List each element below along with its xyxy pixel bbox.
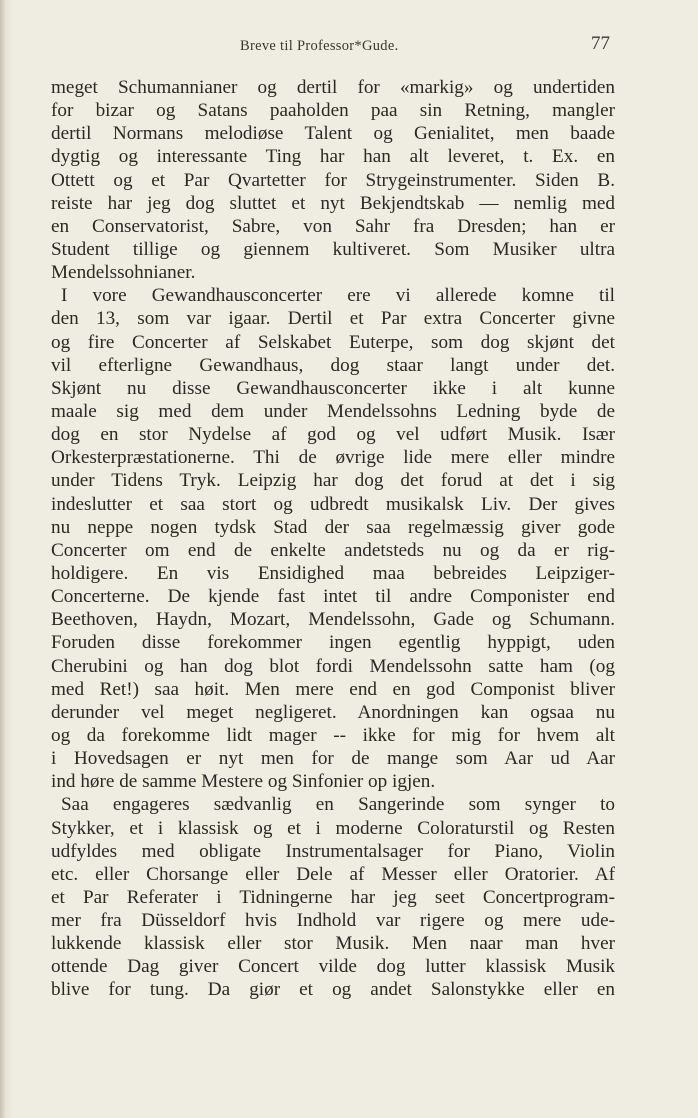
text-line: nu neppe nogen tydsk Stad der saa regelmæssig giver gode	[51, 516, 615, 538]
text-line: med Ret!) saa høit. Men mere end en god Componist bliver	[51, 678, 615, 700]
text-line: Ottett og et Par Qvartetter for Strygeinstrumenter. Siden B.	[51, 169, 615, 191]
text-line: for bizar og Satans paaholden paa sin Retning, mangler	[51, 100, 615, 122]
text-line: blive for tung. Da giør et og andet Salonstykke eller en	[51, 979, 615, 1001]
text-line: Concerterne. De kjende fast intet til andre Componister end	[51, 586, 615, 608]
text-line: Orkesterpræstationerne. Thi de øvrige lide mere eller mindre	[51, 447, 615, 469]
text-line: meget Schumannianer og dertil for «markig» og undertiden	[51, 77, 615, 98]
text-line: Skjønt nu disse Gewandhausconcerter ikke i alt kunne	[51, 377, 615, 399]
text-line: I vore Gewandhausconcerter ere vi allerede komne til	[61, 285, 615, 307]
text-line: og fire Concerter af Selskabet Euterpe, som dog skjønt det	[51, 331, 615, 353]
text-line: Stykker, et i klassisk og et i moderne Coloraturstil og Resten	[51, 817, 615, 839]
text-line: reiste har jeg dog sluttet et nyt Bekjendtskab — nemlig med	[51, 192, 615, 214]
text-line: et Par Referater i Tidningerne har jeg seet Concertprogram-	[51, 886, 615, 908]
text-line: ottende Dag giver Concert vilde dog lutter klassisk Musik	[51, 956, 615, 978]
text-line: etc. eller Chorsange eller Dele af Messer eller Oratorier. Af	[51, 863, 615, 885]
text-line: dog en stor Nydelse af god og vel udført Musik. Især	[51, 424, 615, 446]
page-number: 77	[591, 33, 610, 54]
text-line: Foruden disse forekommer ingen egentlig hyppigt, uden	[51, 632, 615, 654]
text-line: vil efterligne Gewandhaus, dog staar langt under det.	[51, 354, 615, 376]
text-line: og da forekomme lidt mager -- ikke for mig for hvem alt	[51, 724, 615, 746]
text-line: dertil Normans melodiøse Talent og Genialitet, men baade	[51, 123, 615, 145]
text-line: under Tidens Tryk. Leipzig har dog det forud at det i sig	[51, 470, 615, 492]
body-text	[51, 76, 615, 1002]
text-line: Student tillige og giennem kultiveret. Som Musiker ultra	[51, 238, 615, 260]
text-line: Cherubini og han dog blot fordi Mendelssohn satte ham (og	[51, 655, 615, 677]
text-line: holdigere. En vis Ensidighed maa bebreides Leipziger-	[51, 562, 615, 584]
text-line: derunder vel meget negligeret. Anordningen kan ogsaa nu	[51, 701, 615, 723]
text-line: den 13, som var igaar. Dertil et Par extra Concerter givne	[51, 308, 615, 330]
text-line: en Conservatorist, Sabre, von Sahr fra Dresden; han er	[51, 215, 615, 237]
text-line: maale sig med dem under Mendelssohns Ledning byde de	[51, 400, 615, 422]
text-line: mer fra Düsseldorf hvis Indhold var rigere og mere ude-	[51, 910, 615, 932]
text-line: Concerter om end de enkelte andetsteds nu og da er rig-	[51, 539, 615, 561]
text-line: i Hovedsagen er nyt men for de mange som Aar ud Aar	[51, 748, 615, 770]
text-line: Mendelssohnianer.	[51, 262, 196, 284]
running-head: Breve til Professor*Gude.	[240, 38, 399, 54]
text-line: dygtig og interessante Ting har han alt leveret, t. Ex. en	[51, 146, 615, 168]
text-line: udfyldes med obligate Instrumentalsager for Piano, Violin	[51, 840, 615, 862]
text-line: lukkende klassisk eller stor Musik. Men naar man hver	[51, 933, 615, 955]
text-line: Beethoven, Haydn, Mozart, Mendelssohn, Gade og Schumann.	[51, 609, 615, 631]
text-line: ind høre de samme Mestere og Sinfonier op igjen.	[51, 771, 436, 793]
text-line: indeslutter et saa stort og udbredt musikalsk Liv. Der gives	[51, 493, 615, 515]
text-line: Saa engageres sædvanlig en Sangerinde som synger to	[61, 794, 615, 816]
spine-shadow	[0, 0, 6, 1118]
